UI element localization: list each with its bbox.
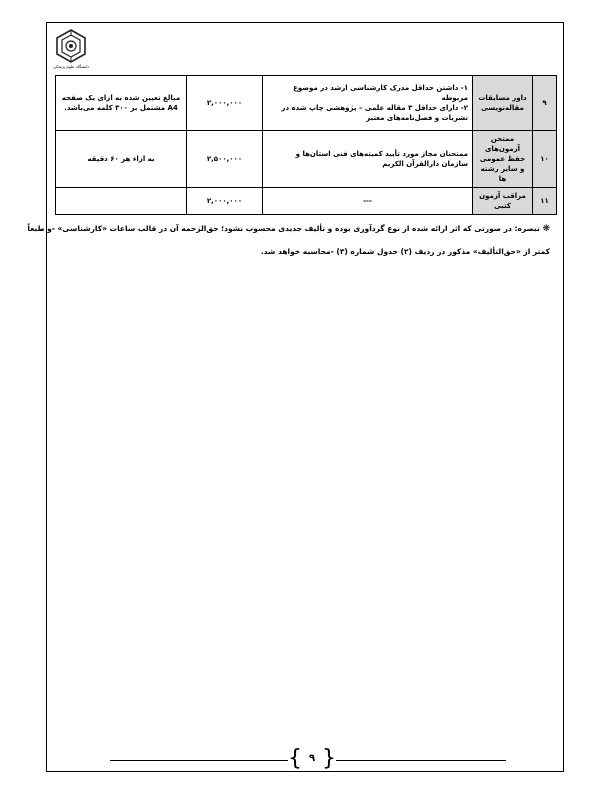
table-row (56, 188, 557, 215)
note-line-2 (50, 247, 550, 257)
brace-right-icon: } (322, 746, 336, 771)
logo-caption: دانشگاه علوم پزشکی (52, 64, 90, 69)
row-description (56, 188, 187, 215)
row-title: مراقب آزمون کتبی (473, 188, 533, 215)
footer-rule-right (336, 760, 506, 761)
row-amount: ۲,۵۰۰,۰۰۰ (187, 131, 263, 188)
condition-line: ۲- دارای حداقل ۳ مقاله علمی – پژوهشی چاپ شده در نشریات و فصل‌نامه‌های معتبر (281, 104, 468, 122)
row-amount: ۲,۰۰۰,۰۰۰ (187, 188, 263, 215)
row-title: داور مسابقات مقاله‌نویسی (473, 76, 533, 131)
row-description: مبالغ تعیین شده به ازای یک صفحه A4 مشتمل بر ۳۰۰ کلمه می‌باشد. (56, 76, 187, 131)
table-row (56, 131, 557, 188)
table-row (56, 76, 557, 131)
row-number: ۱۱ (533, 188, 557, 215)
condition-line: ۱- داشتن حداقل مدرک کارشناسی ارشد در موضوع مربوطه (293, 84, 468, 102)
row-conditions: ممتحنان مجاز مورد تأیید کمیته‌های فنی استان‌ها و سازمان دارالقرآن الکریم (263, 131, 473, 188)
footer-rule-left (110, 760, 288, 761)
note-text-1: در صورتی که اثر ارائه شده از نوع گردآوری بوده و تألیف جدیدی محسوب نشود؛ حق‌الزحمه آن در قالب ساعات «کارشناسی» -و طبعاً (27, 224, 512, 233)
note-text-2: کمتر از «حق‌التألیف» مذکور در ردیف (۲) جدول شماره (۳) -محاسبه خواهد شد. (260, 247, 550, 256)
row-number: ۹ (533, 76, 557, 131)
row-amount: ۲,۰۰۰,۰۰۰ (187, 76, 263, 131)
fees-table (55, 75, 557, 215)
row-conditions (263, 76, 473, 131)
page-number-value: ۹ (308, 753, 316, 764)
row-number: ۱۰ (533, 131, 557, 188)
brace-left-icon: { (288, 746, 302, 771)
asterisk-icon: ❋ (542, 224, 550, 234)
university-emblem-icon (54, 28, 88, 64)
page-number (288, 746, 336, 772)
note-label: تبصره: (514, 224, 540, 233)
row-title: ممتحن آزمون‌های حفظ عمومی و سایر رشته ها (473, 131, 533, 188)
note-line-1 (27, 224, 550, 234)
row-conditions: --- (263, 188, 473, 215)
row-description: به ازاء هر ۶۰ دقیقه (56, 131, 187, 188)
